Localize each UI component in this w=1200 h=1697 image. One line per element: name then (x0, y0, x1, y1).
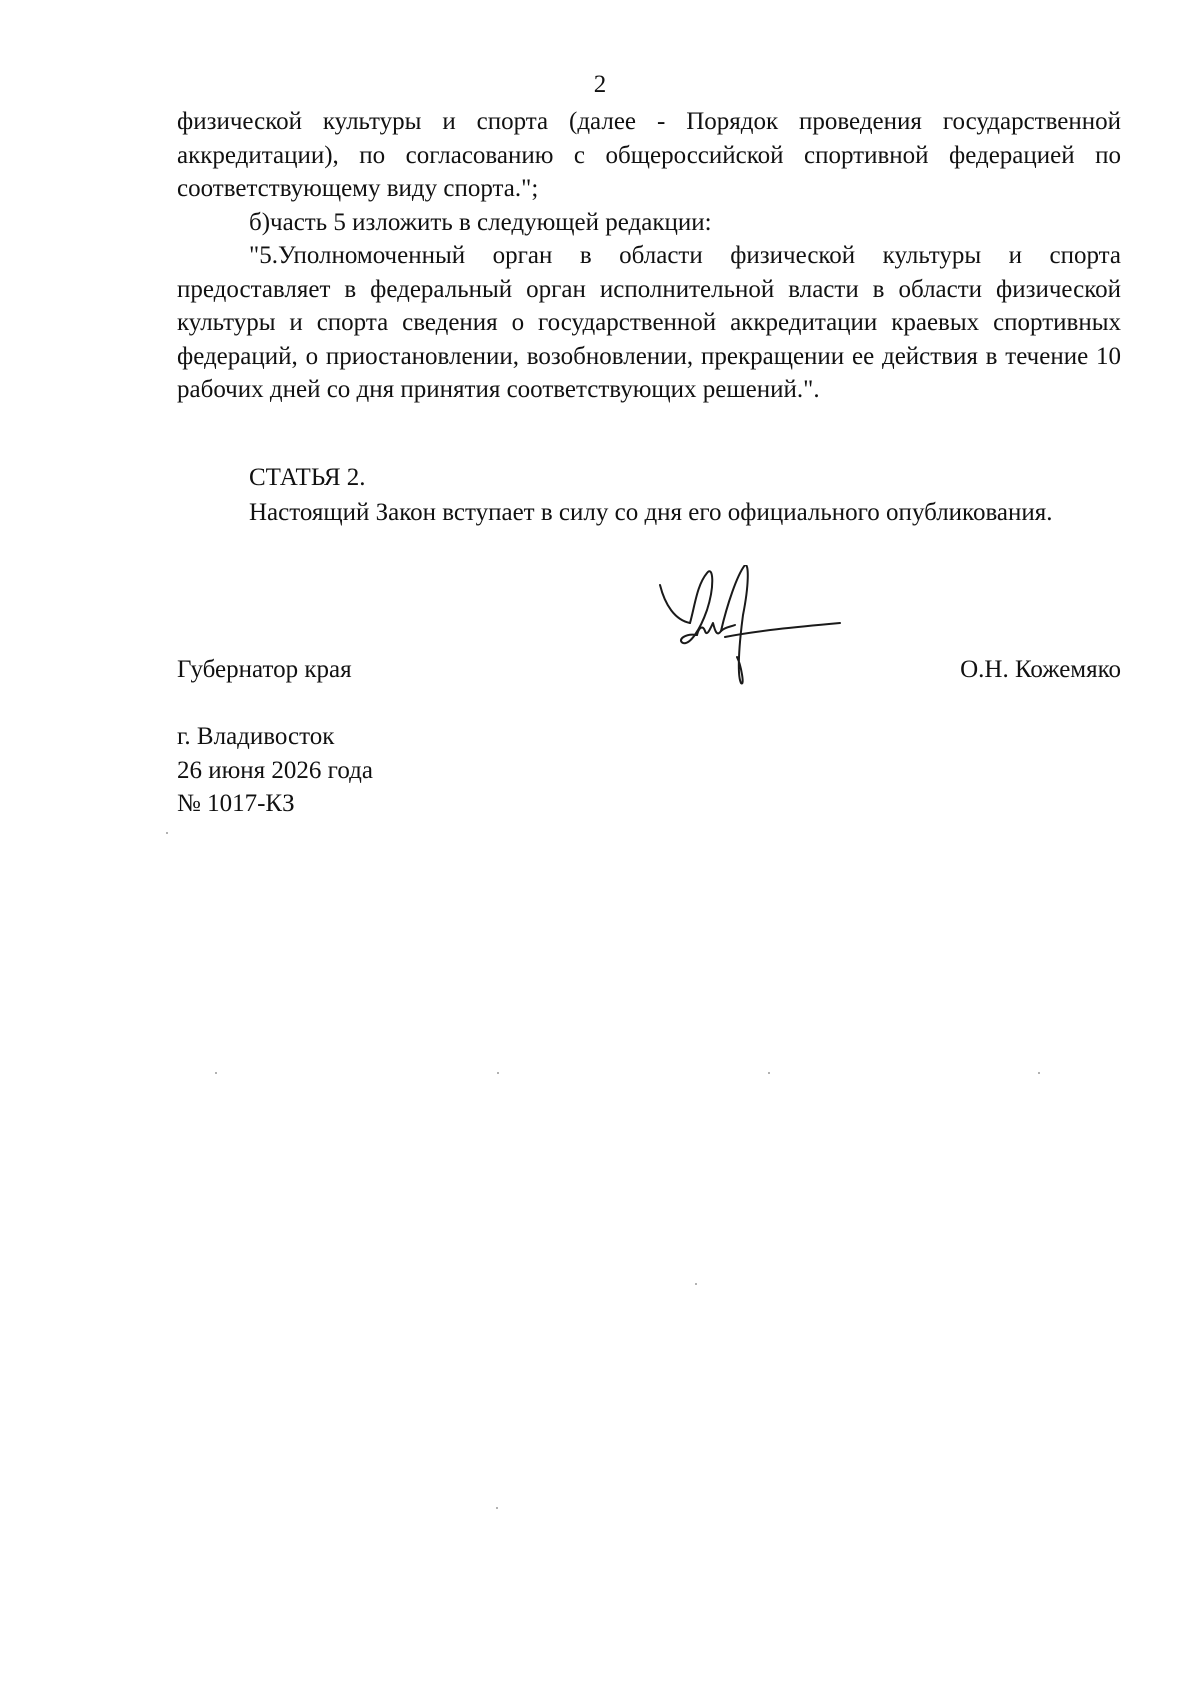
law-number: № 1017-КЗ (177, 790, 295, 817)
signing-date: 26 июня 2026 года (177, 756, 373, 784)
signatory-name: О.Н. Кожемяко (960, 656, 1121, 683)
handwritten-signature (655, 565, 855, 745)
scan-speck (497, 1072, 499, 1074)
paragraph-continuation: физической культуры и спорта (далее - Порядок проведения государственной аккредитации), по согласованию с общероссийской спортивной федерацией по соответствующему виду спорта."; (177, 108, 1121, 202)
article-heading: СТАТЬЯ 2. (249, 464, 366, 491)
city: г. Владивосток (177, 723, 335, 750)
paragraph-item-5: "5.Уполномоченный орган в области физической культуры и спорта предоставляет в федеральный орган исполнительной власти в области физической культуры и спорта сведения о государственной аккредитации краевых спортивных федераций, о приостановлении, возобновлении, прекращении ее действия в течение 10 рабочих дней со дня принятия соответствующих решений.". (177, 242, 1121, 403)
article-text: Настоящий Закон вступает в силу со дня его официального опубликования. (249, 499, 1053, 526)
place-date-block (177, 720, 373, 821)
paragraph-item-b: б)часть 5 изложить в следующей редакции: (249, 208, 712, 236)
page-number: 2 (593, 71, 607, 98)
scan-speck (768, 1072, 770, 1074)
scan-speck (496, 1507, 498, 1509)
scan-speck (695, 1283, 697, 1285)
signatory-position: Губернатор края (177, 656, 352, 683)
scan-speck (1038, 1072, 1040, 1074)
article-2 (177, 460, 1121, 530)
scan-speck (215, 1072, 217, 1074)
law-text (177, 105, 1121, 407)
scan-speck (166, 832, 168, 834)
